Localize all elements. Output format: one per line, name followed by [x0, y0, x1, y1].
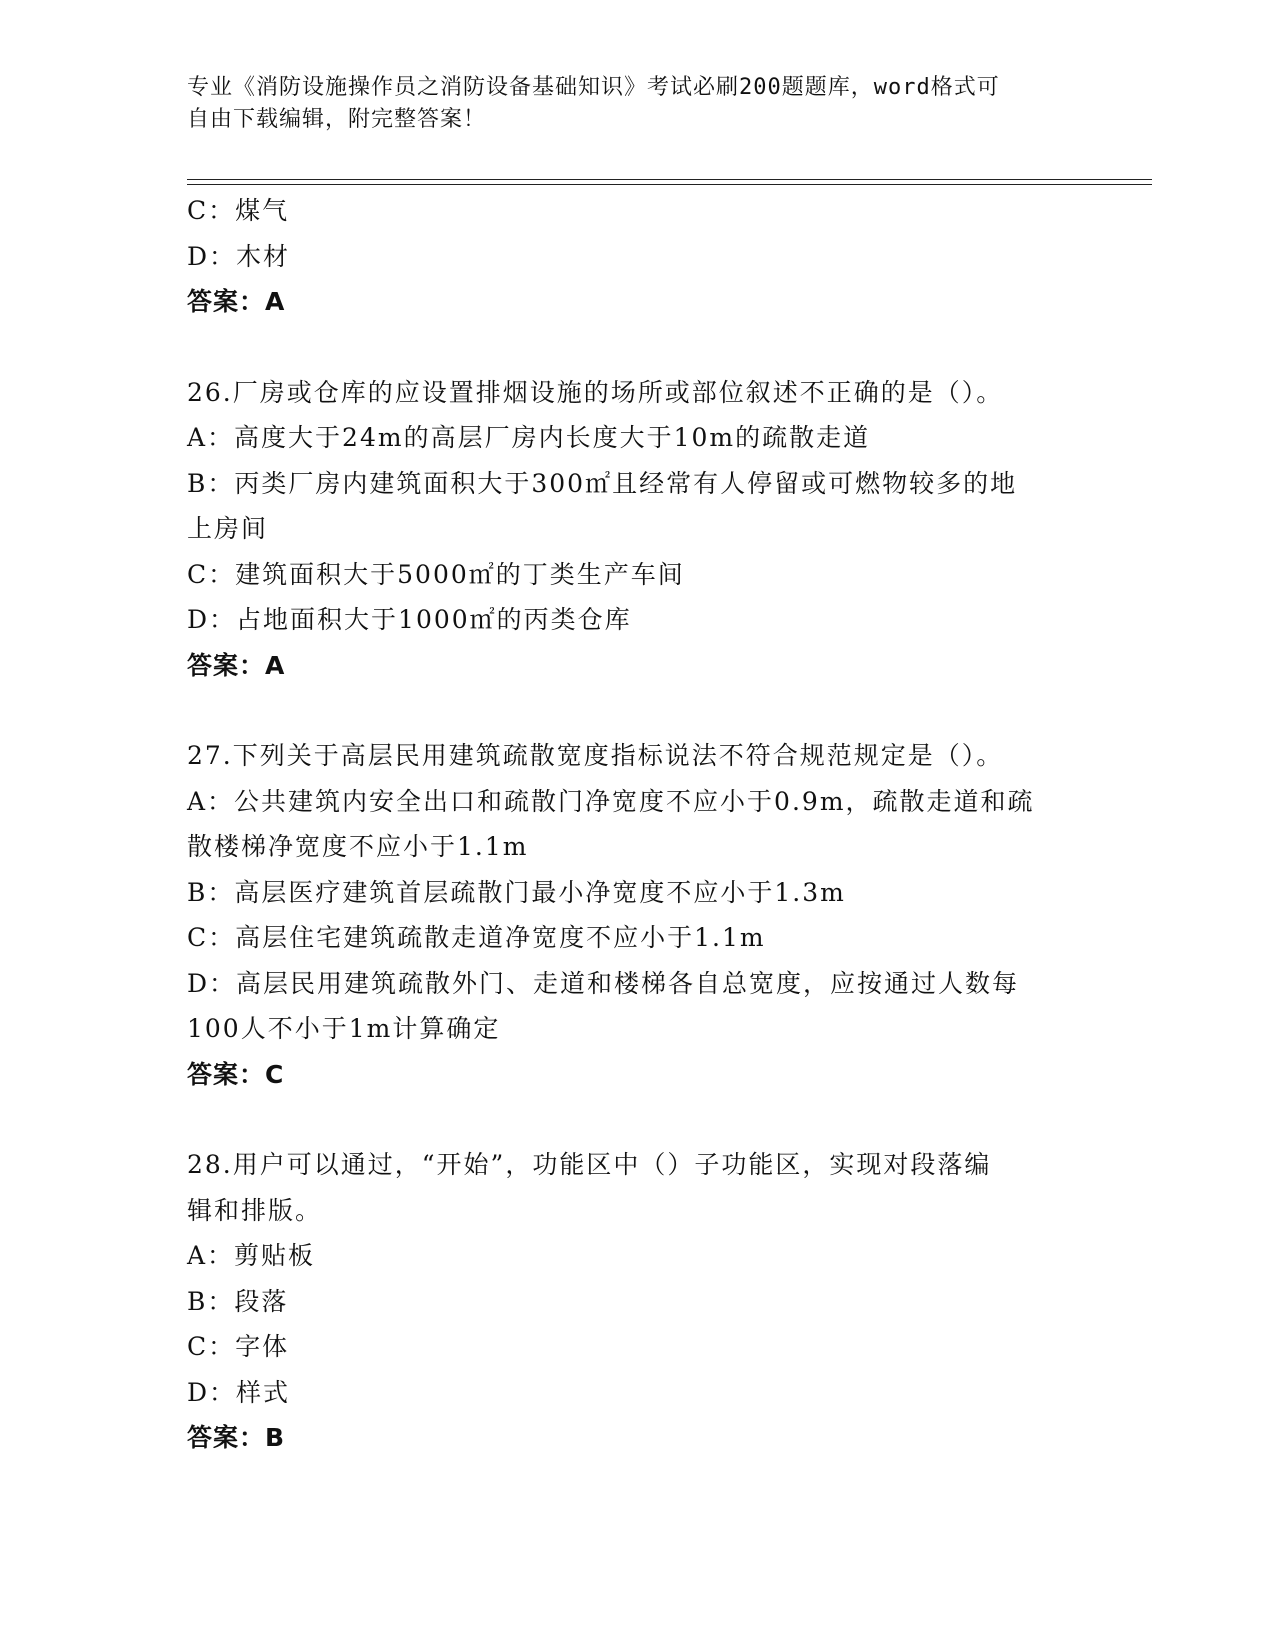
- q27-option-a-continued: 散楼梯净宽度不应小于1.1m: [187, 832, 529, 861]
- header-divider-thin: [187, 184, 1152, 185]
- q27-option-b: B：高层医疗建筑首层疏散门最小净宽度不应小于1.3m: [187, 877, 846, 907]
- q28-stem-continued: 辑和排版。: [187, 1195, 323, 1225]
- q27-answer: 答案：C: [187, 1059, 285, 1089]
- q26-option-b-continued: 上房间: [187, 514, 269, 543]
- q27-option-d: D：高层民用建筑疏散外门、走道和楼梯各自总宽度，应按通过人数每: [187, 968, 1020, 998]
- question-spacer: [187, 325, 1087, 370]
- q28-option-a: A：剪贴板: [187, 1241, 316, 1270]
- question-list: [187, 188, 1087, 1461]
- q26-option-a: A：高度大于24m的高层厂房内长度大于10m的疏散走道: [187, 423, 871, 452]
- q28-answer: 答案：B: [187, 1423, 286, 1452]
- q27-stem: 27.下列关于高层民用建筑疏散宽度指标说法不符合规范规定是（）。: [187, 741, 1004, 770]
- question-spacer: [187, 1097, 1087, 1142]
- header-divider-thick: [187, 179, 1152, 180]
- q26-option-b: B：丙类厂房内建筑面积大于300㎡且经常有人停留或可燃物较多的地: [187, 468, 1018, 498]
- q27-option-a: A：公共建筑内安全出口和疏散门净宽度不应小于0.9m，疏散走道和疏: [187, 786, 1035, 816]
- question-spacer: [187, 688, 1087, 733]
- q27-option-c: C：高层住宅建筑疏散走道净宽度不应小于1.1m: [187, 923, 766, 952]
- q28-option-b: B：段落: [187, 1286, 289, 1316]
- q28-stem: 28.用户可以通过，“开始”，功能区中（）子功能区，实现对段落编: [187, 1150, 992, 1179]
- q25-option-c: C：煤气: [187, 196, 290, 225]
- q28-option-d: D：样式: [187, 1377, 291, 1407]
- q26-stem: 26.厂房或仓库的应设置排烟设施的场所或部位叙述不正确的是（）。: [187, 377, 1004, 407]
- header-title-line-2: 自由下载编辑，附完整答案！: [187, 107, 487, 132]
- q26-answer: 答案：A: [187, 650, 286, 680]
- header-title-line-1: 专业《消防设施操作员之消防设备基础知识》考试必刷200题题库，word格式可: [187, 75, 1000, 100]
- q26-option-d: D：占地面积大于1000㎡的丙类仓库: [187, 605, 632, 634]
- q26-option-c: C：建筑面积大于5000㎡的丁类生产车间: [187, 559, 685, 589]
- q27-option-d-continued: 100人不小于1m计算确定: [187, 1014, 501, 1043]
- q25-option-d: D：木材: [187, 241, 291, 271]
- q25-answer: 答案：A: [187, 287, 286, 316]
- document-header: [187, 72, 1087, 136]
- q28-option-c: C：字体: [187, 1332, 290, 1361]
